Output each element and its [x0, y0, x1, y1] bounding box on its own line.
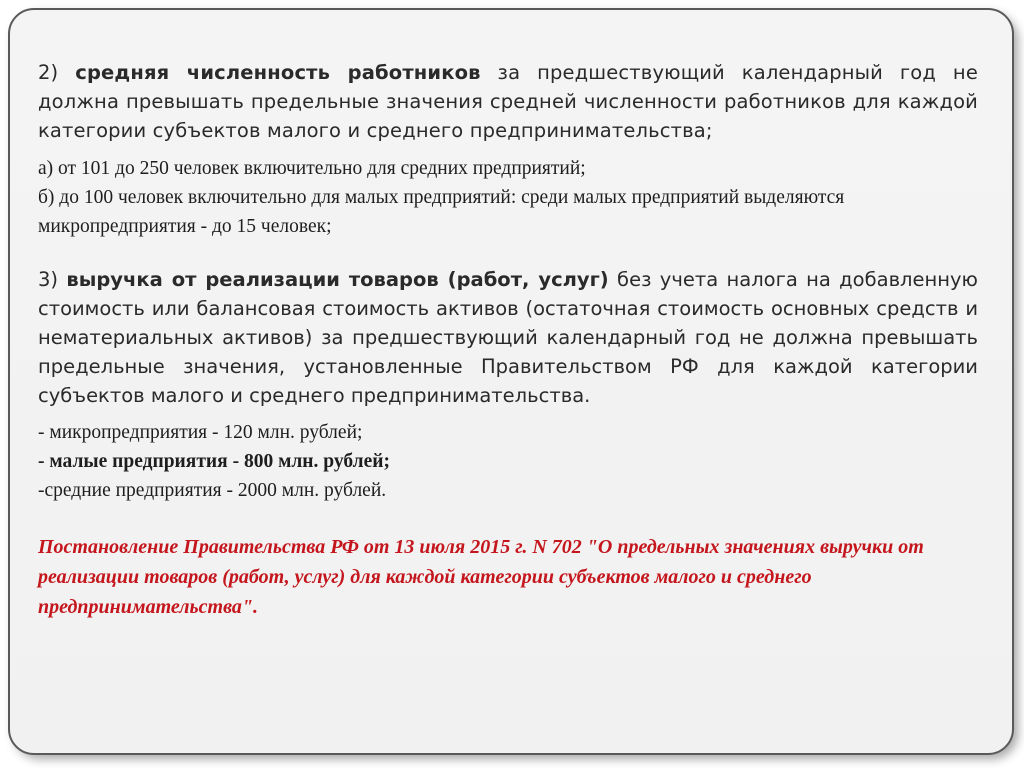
criterion-2-number: 2) [38, 61, 76, 84]
decree-reference: Постановление Правительства РФ от 13 июля 2015 г. N 702 "О предельных значениях выручки от реализации товаров (работ, услуг) для каждой категории субъектов малого и среднего предпринимательства". [38, 536, 924, 618]
employee-limit-medium: а) от 101 до 250 человек включительно для средних предприятий; [38, 158, 586, 179]
criterion-2-paragraph [38, 58, 978, 145]
slide-content [38, 58, 978, 622]
revenue-limit-micro: - микропредприятия - 120 млн. рублей; [38, 422, 363, 443]
criterion-3-number: 3) [38, 268, 67, 291]
criterion-2-title: средняя численность работников [75, 61, 481, 84]
employee-limit-small: б) до 100 человек включительно для малых предприятий: среди малых предприятий выделяются микропредприятия - до 15 человек; [38, 187, 845, 237]
criterion-3-text: без учета налога на добавленную стоимость или балансовая стоимость активов (остаточная стоимость основных средств и нематериальных активов) за предшествующий календарный год не должна превышать предельные значения, установленные Правительством РФ для каждой категории субъектов малого и среднего предпринимательства. [38, 268, 978, 407]
criterion-3-paragraph [38, 265, 978, 410]
revenue-limit-small: - малые предприятия - 800 млн. рублей; [38, 451, 390, 472]
criterion-3-title: выручка от реализации товаров (работ, услуг) [66, 268, 609, 291]
criterion-2-text: за предшествующий календарный год не должна превышать предельные значения средней численности работников для каждой категории субъектов малого и среднего предпринимательства; [38, 61, 978, 142]
revenue-limit-medium: -средние предприятия - 2000 млн. рублей. [38, 480, 387, 501]
